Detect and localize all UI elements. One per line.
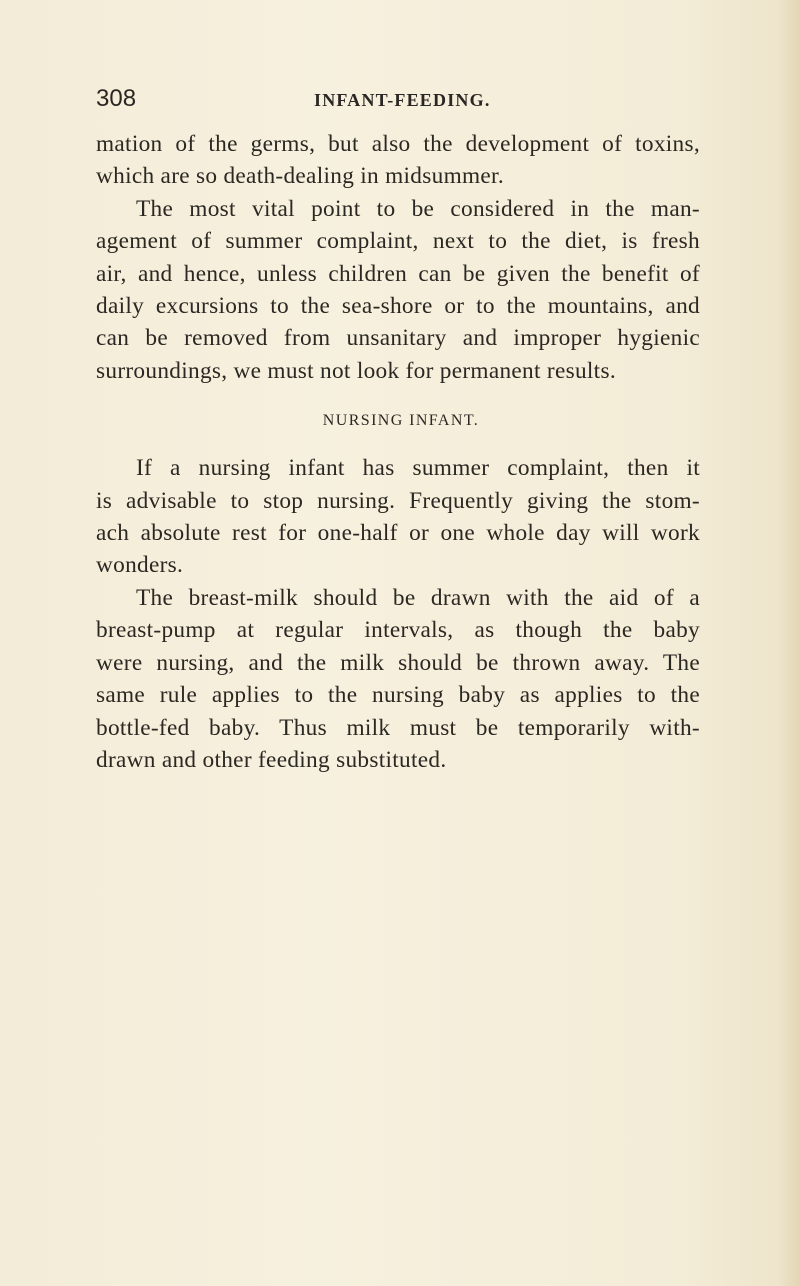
text-line: air, and hence, unless children can be given the benefit of xyxy=(96,260,700,287)
text-line: The most vital point to be considered in the man- xyxy=(136,195,700,222)
paragraph-4 xyxy=(96,582,700,776)
paragraph-1 xyxy=(96,128,700,193)
text-line: breast-pump at regular intervals, as though the baby xyxy=(96,617,700,644)
text-line: can be removed from unsanitary and improper hygienic xyxy=(96,325,700,352)
paragraph-3 xyxy=(96,452,700,582)
page-number: 308 xyxy=(96,85,137,112)
text-line: is advisable to stop nursing. Frequently giving the stom- xyxy=(96,487,700,514)
text-line: surroundings, we must not look for permanent results. xyxy=(96,357,616,384)
text-line: wonders. xyxy=(96,552,184,579)
page-header xyxy=(96,84,700,114)
body-text xyxy=(96,128,700,776)
text-line: which are so death-dealing in midsummer. xyxy=(96,163,504,190)
text-line: were nursing, and the milk should be thrown away. The xyxy=(96,649,700,676)
text-line: If a nursing infant has summer complaint, then it xyxy=(136,455,700,482)
text-line: agement of summer complaint, next to the diet, is fresh xyxy=(96,228,700,255)
page-edge-shadow xyxy=(778,0,800,1286)
paragraph-2 xyxy=(96,193,700,387)
text-line: ach absolute rest for one-half or one whole day will work xyxy=(96,520,700,547)
text-line: mation of the germs, but also the development of toxins, xyxy=(96,131,700,157)
text-line: bottle-fed baby. Thus milk must be temporarily with- xyxy=(96,714,700,741)
text-line: drawn and other feeding substituted. xyxy=(96,746,447,773)
text-line: The breast-milk should be drawn with the aid of a xyxy=(136,584,700,611)
section-heading: NURSING INFANT. xyxy=(322,412,480,430)
text-line: daily excursions to the sea-shore or to the mountains, and xyxy=(96,293,700,320)
running-head: INFANT-FEEDING. xyxy=(314,90,491,110)
text-line: same rule applies to the nursing baby as applies to the xyxy=(96,682,700,709)
